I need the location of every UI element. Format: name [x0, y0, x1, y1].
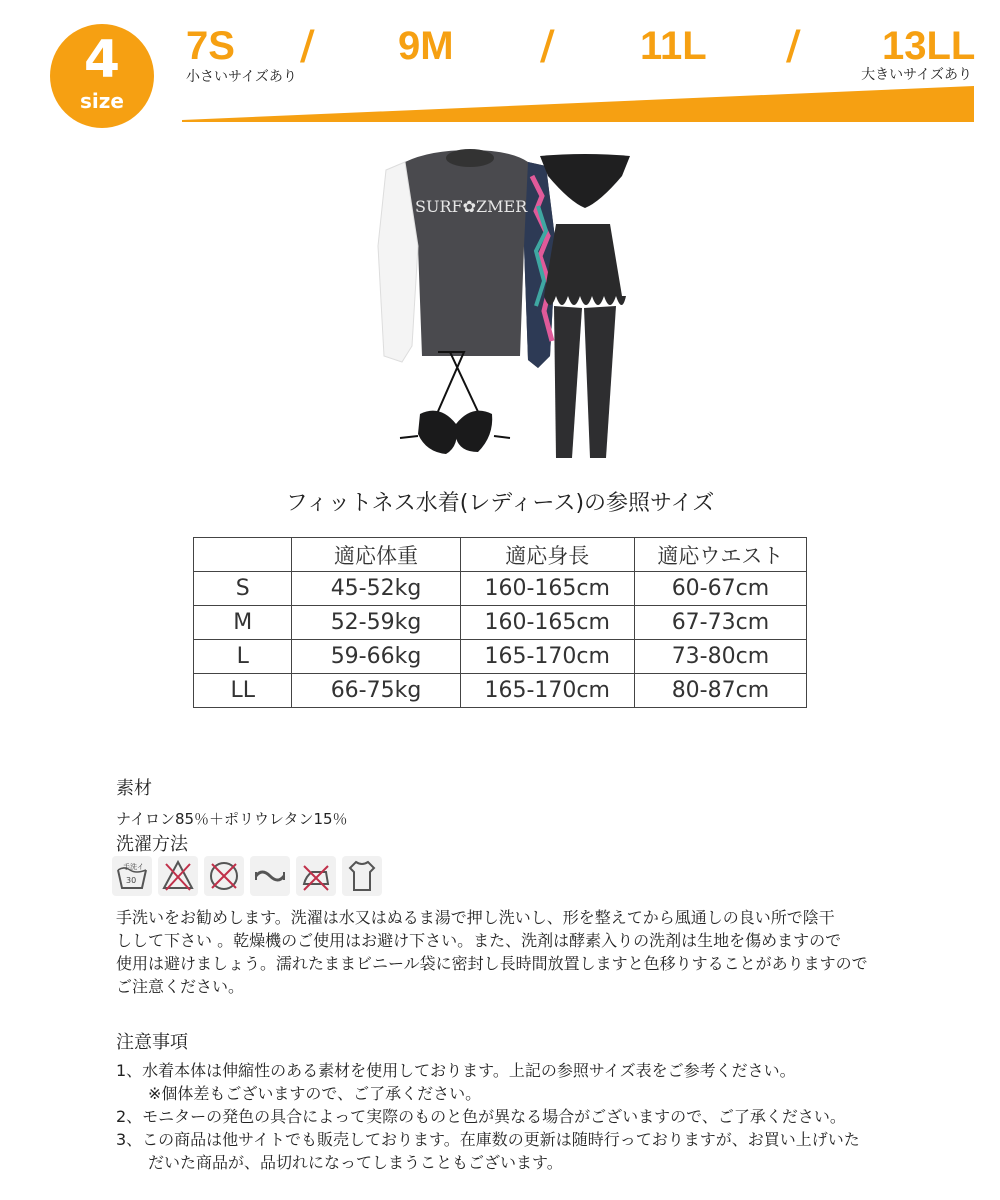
dry-flat-icon: [342, 856, 382, 896]
washing-instructions: [116, 906, 906, 998]
size-table-title: フィットネス水着(レディース)の参照サイズ: [285, 491, 715, 516]
note-line: 2、モニターの発色の具合によって実際のものと色が異なる場合がございますので、ご了承ください。: [116, 1107, 846, 1126]
table-cell: 80-87cm: [634, 674, 806, 708]
table-cell: 73-80cm: [634, 640, 806, 674]
badge-number: 4: [83, 30, 121, 90]
table-row: [194, 640, 807, 674]
notes-heading: 注意事項: [116, 1032, 188, 1053]
table-cell: 165-170cm: [460, 640, 634, 674]
no-tumble-dry-icon: [204, 856, 244, 896]
table-cell: L: [194, 640, 292, 674]
large-size-note: 大きいサイズあり: [861, 67, 972, 83]
size-label-11l: 11L: [640, 24, 707, 68]
washing-line: ご注意ください。: [116, 977, 245, 996]
product-image: [360, 146, 640, 466]
size-count-badge: [50, 24, 154, 128]
hand-wash-30-icon: [112, 856, 152, 896]
table-header-cell: 適応体重: [292, 538, 460, 572]
care-icon-label: 手洗イ: [123, 863, 144, 871]
washing-line: しして下さい 。乾燥機のご使用はお避け下さい。また、洗剤は酵素入りの洗剤は生地を傷めますので: [116, 931, 842, 950]
size-separator: /: [786, 23, 801, 69]
size-label-13ll: 13LL: [882, 24, 976, 68]
table-row: [194, 674, 807, 708]
note-line: だいた商品が、品切れになってしまうこともございます。: [116, 1153, 563, 1172]
table-header-cell: [194, 538, 292, 572]
header-accent-bar: [182, 86, 974, 122]
note-line: 3、この商品は他サイトでも販売しております。在庫数の更新は随時行っておりますが、お買い上げいた: [116, 1130, 860, 1149]
size-label-9m: 9M: [398, 24, 454, 68]
size-table: [193, 537, 807, 708]
no-bleach-icon: [158, 856, 198, 896]
washing-line: 手洗いをお勧めします。洗濯は水又はぬるま湯で押し洗いし、形を整えてから風通しの良い所で陰干: [116, 908, 835, 927]
table-header-cell: 適応身長: [460, 538, 634, 572]
table-cell: 59-66kg: [292, 640, 460, 674]
material-text: ナイロン85％＋ポリウレタン15％: [116, 810, 348, 828]
table-cell: 160-165cm: [460, 606, 634, 640]
table-row: [194, 572, 807, 606]
table-cell: 165-170cm: [460, 674, 634, 708]
wring-gently-icon: [250, 856, 290, 896]
note-line: 1、水着本体は伸縮性のある素材を使用しております。上記の参照サイズ表をご参考ください。: [116, 1061, 796, 1080]
skirt-leggings-image: [544, 224, 626, 458]
care-icon-row: [112, 856, 382, 896]
table-cell: 160-165cm: [460, 572, 634, 606]
badge-word: size: [80, 89, 124, 113]
rash-guard-top-image: [378, 149, 556, 368]
care-icon-temp: 30: [126, 876, 137, 885]
product-logo-text: SURF✿ZMER: [415, 197, 528, 216]
small-size-note: 小さいサイズあり: [186, 69, 297, 85]
note-line: ※個体差もございますので、ご了承ください。: [116, 1084, 482, 1103]
no-iron-icon: [296, 856, 336, 896]
table-cell: 52-59kg: [292, 606, 460, 640]
bikini-top-image: [400, 352, 510, 454]
table-cell: LL: [194, 674, 292, 708]
table-cell: M: [194, 606, 292, 640]
table-header-row: [194, 538, 807, 572]
table-cell: 67-73cm: [634, 606, 806, 640]
table-cell: 66-75kg: [292, 674, 460, 708]
table-cell: 60-67cm: [634, 572, 806, 606]
table-header-cell: 適応ウエスト: [634, 538, 806, 572]
size-separator: /: [300, 23, 315, 69]
bikini-bottom-image: [540, 154, 630, 208]
size-separator: /: [540, 23, 555, 69]
table-row: [194, 606, 807, 640]
table-cell: 45-52kg: [292, 572, 460, 606]
washing-line: 使用は避けましょう。濡れたままビニール袋に密封し長時間放置しますと色移りすることがありますので: [116, 954, 868, 973]
table-cell: S: [194, 572, 292, 606]
washing-heading: 洗濯方法: [116, 834, 188, 855]
material-heading: 素材: [116, 778, 152, 799]
size-label-7s: 7S: [186, 24, 235, 68]
